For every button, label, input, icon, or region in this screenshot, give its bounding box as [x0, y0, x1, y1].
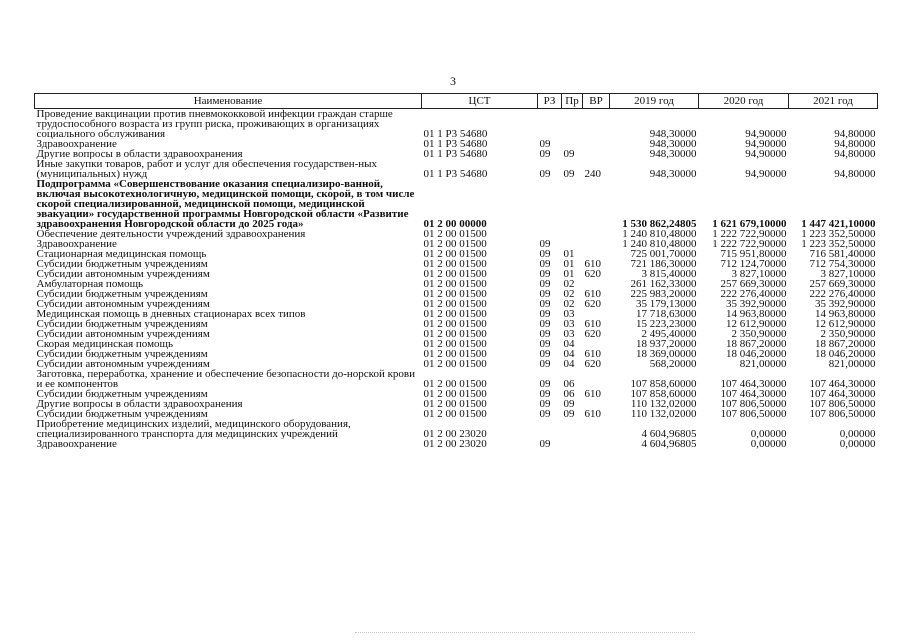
cell-vr — [583, 279, 610, 289]
cell-rz: 09 — [539, 339, 551, 349]
cell-rz: 09 — [539, 349, 551, 359]
cell-v2019: 107 858,60000 — [630, 389, 697, 399]
cell-v2021: 14 963,80000 — [815, 309, 876, 319]
cell-cst: 01 2 00 23020 — [423, 428, 487, 439]
cell-v2019: 225 983,20000 — [630, 289, 697, 299]
cell-vr: 610 — [584, 259, 601, 269]
cell-pr: 03 — [563, 319, 575, 329]
cell-v2020: 821,00000 — [739, 359, 787, 369]
cell-v2021: 712 754,30000 — [809, 259, 876, 269]
cell-rz: 09 — [539, 139, 551, 149]
cell-pr: 01 — [563, 249, 575, 259]
cell-v2019: 110 132,02000 — [630, 399, 697, 409]
cell-v2019: 948,30000 — [649, 139, 697, 149]
cell-name: Скорая медицинская помощь — [36, 339, 174, 349]
cell-pr: 09 — [563, 399, 575, 409]
cell-cst: 01 2 00 01500 — [423, 339, 487, 349]
table-row — [35, 139, 878, 149]
cell-cst: 01 2 00 01500 — [423, 389, 487, 399]
cell-v2019: 3 815,40000 — [641, 269, 697, 279]
cell-v2020: 712 124,70000 — [720, 259, 787, 269]
cell-v2021: 94,80000 — [834, 139, 876, 149]
cell-rz: 09 — [539, 168, 551, 179]
cell-vr: 610 — [584, 409, 601, 419]
cell-v2021: 1 223 352,50000 — [801, 229, 876, 239]
cell-rz — [538, 419, 562, 439]
cell-rz — [538, 109, 562, 140]
cell-v2021: 94,80000 — [834, 168, 876, 179]
table-row — [35, 439, 878, 449]
cell-v2019: 4 604,96805 — [641, 428, 697, 439]
cell-v2020: 715 951,80000 — [720, 249, 787, 259]
table-row — [35, 229, 878, 239]
cell-v2020: 2 350,90000 — [731, 329, 787, 339]
cell-cst: 01 2 00 00000 — [423, 218, 487, 229]
cell-name: Субсидии автономным учреждениям — [36, 299, 210, 309]
cell-rz: 09 — [539, 378, 551, 389]
table-row — [35, 309, 878, 319]
cell-v2020: 18 867,20000 — [726, 339, 787, 349]
cell-v2020: 94,90000 — [745, 168, 787, 179]
cell-pr — [562, 439, 583, 449]
table-row — [35, 349, 878, 359]
budget-table — [34, 93, 878, 449]
cell-name: Субсидии бюджетным учреждениям — [36, 349, 208, 359]
cell-vr: 610 — [584, 289, 601, 299]
cell-v2020: 3 827,10000 — [731, 269, 787, 279]
cell-pr: 01 — [563, 269, 575, 279]
cell-name: Медицинская помощь в дневных стационарах всех типов — [36, 309, 306, 319]
table-row — [35, 329, 878, 339]
cell-pr — [562, 229, 583, 239]
cell-v2019: 1 240 810,48000 — [622, 239, 697, 249]
table-row — [35, 419, 878, 439]
table-body — [35, 109, 878, 450]
cell-rz: 09 — [539, 289, 551, 299]
cell-vr: 620 — [584, 299, 601, 309]
cell-cst: 01 2 00 01500 — [423, 259, 487, 269]
cell-pr: 06 — [563, 389, 575, 399]
table-row — [35, 339, 878, 349]
page-number: 3 — [450, 74, 456, 88]
cell-vr: 610 — [584, 319, 601, 329]
table-row — [35, 109, 878, 140]
cell-v2020: 94,90000 — [745, 139, 787, 149]
cell-v2021: 35 392,90000 — [815, 299, 876, 309]
cell-v2019: 948,30000 — [649, 128, 697, 139]
cell-pr — [562, 179, 583, 229]
cell-vr — [583, 149, 610, 159]
cell-cst: 01 2 00 01500 — [423, 279, 487, 289]
cell-cst: 01 2 00 01500 — [423, 359, 487, 369]
cell-vr — [583, 339, 610, 349]
cell-pr: 04 — [563, 349, 575, 359]
cell-name: Другие вопросы в области здравоохранения — [36, 399, 243, 409]
table-row — [35, 359, 878, 369]
table-row — [35, 369, 878, 389]
cell-cst: 01 2 00 01500 — [423, 269, 487, 279]
cell-rz: 09 — [539, 409, 551, 419]
cell-pr: 01 — [563, 259, 575, 269]
cell-v2019: 110 132,02000 — [630, 409, 697, 419]
cell-v2019: 18 937,20000 — [636, 339, 697, 349]
cell-v2020: 1 621 679,10000 — [712, 218, 787, 229]
cell-v2021: 107 806,50000 — [809, 409, 876, 419]
header-name: Наименование — [35, 94, 422, 109]
cell-v2021: 222 276,40000 — [809, 289, 876, 299]
cell-pr: 06 — [563, 378, 575, 389]
cell-v2020: 12 612,90000 — [726, 319, 787, 329]
cell-cst: 01 2 00 01500 — [423, 319, 487, 329]
cell-v2021: 1 447 421,10000 — [801, 218, 876, 229]
cell-v2020: 107 806,50000 — [720, 409, 787, 419]
cell-cst: 01 2 00 01500 — [423, 239, 487, 249]
cell-cst: 01 1 P3 54680 — [423, 168, 488, 179]
table-row — [35, 409, 878, 419]
cell-pr: 09 — [563, 149, 575, 159]
cell-name: Стационарная медицинская помощь — [36, 249, 207, 259]
cell-vr — [583, 369, 610, 389]
cell-v2020: 14 963,80000 — [726, 309, 787, 319]
cell-v2021: 0,00000 — [839, 439, 876, 449]
cell-pr: 09 — [563, 168, 575, 179]
cell-name: Субсидии бюджетным учреждениям — [36, 319, 208, 329]
cell-v2021: 3 827,10000 — [820, 269, 876, 279]
cell-v2020: 1 222 722,90000 — [712, 229, 787, 239]
cell-v2021: 107 806,50000 — [809, 399, 876, 409]
cell-v2021: 716 581,40000 — [809, 249, 876, 259]
cell-cst: 01 2 00 01500 — [423, 349, 487, 359]
cell-v2020: 0,00000 — [750, 428, 787, 439]
cell-v2020: 94,90000 — [745, 128, 787, 139]
cell-name: Заготовка, переработка, хранение и обеспечение безопасности до-норской крови и ее компонентов — [36, 369, 416, 389]
cell-name: Субсидии автономным учреждениям — [36, 269, 210, 279]
cell-v2021: 18 046,20000 — [815, 349, 876, 359]
header-cst: ЦСТ — [422, 94, 538, 109]
cell-pr — [562, 109, 583, 140]
cell-v2021: 18 867,20000 — [815, 339, 876, 349]
cell-vr — [583, 229, 610, 239]
cell-rz: 09 — [539, 249, 551, 259]
cell-v2019: 1 240 810,48000 — [622, 229, 697, 239]
table-row — [35, 239, 878, 249]
cell-v2020: 18 046,20000 — [726, 349, 787, 359]
cell-cst: 01 1 P3 54680 — [423, 128, 488, 139]
cell-name: Субсидии автономным учреждениям — [36, 359, 210, 369]
cell-v2019: 948,30000 — [649, 168, 697, 179]
cell-vr — [583, 309, 610, 319]
header-2019: 2019 год — [610, 94, 699, 109]
cell-rz: 09 — [539, 439, 551, 449]
header-pr: Пр — [562, 94, 583, 109]
cell-cst: 01 2 00 01500 — [423, 409, 487, 419]
cell-pr: 02 — [563, 279, 575, 289]
cell-cst: 01 2 00 01500 — [423, 289, 487, 299]
cell-cst: 01 2 00 23020 — [423, 439, 487, 449]
cell-name: Другие вопросы в области здравоохранения — [36, 149, 243, 159]
cell-name: Амбулаторная помощь — [36, 279, 144, 289]
cell-vr — [583, 109, 610, 140]
cell-rz: 09 — [539, 259, 551, 269]
cell-v2021: 107 464,30000 — [809, 389, 876, 399]
cell-vr: 620 — [584, 359, 601, 369]
cell-v2021: 94,80000 — [834, 149, 876, 159]
table-row — [35, 399, 878, 409]
cell-vr: 610 — [584, 349, 601, 359]
cell-vr — [583, 179, 610, 229]
cell-v2020: 257 669,30000 — [720, 279, 787, 289]
cell-v2021: 107 464,30000 — [809, 378, 876, 389]
cell-pr: 03 — [563, 309, 575, 319]
cell-vr — [583, 239, 610, 249]
cell-v2019: 2 495,40000 — [641, 329, 697, 339]
cell-cst: 01 1 P3 54680 — [423, 139, 488, 149]
cell-name: Субсидии бюджетным учреждениям — [36, 409, 208, 419]
table-row — [35, 269, 878, 279]
cell-v2019: 15 223,23000 — [636, 319, 697, 329]
cell-name: Приобретение медицинских изделий, медицинского оборудования, специализированного транспорта для медицинских учреждений — [36, 419, 351, 439]
cell-cst: 01 1 P3 54680 — [423, 149, 488, 159]
cell-vr: 610 — [584, 389, 601, 399]
cell-pr — [562, 419, 583, 439]
table-row — [35, 299, 878, 309]
cell-name: Здравоохранение — [36, 439, 117, 449]
faded-footer-line — [355, 632, 695, 635]
cell-rz: 09 — [539, 299, 551, 309]
cell-rz: 09 — [539, 359, 551, 369]
cell-v2019: 948,30000 — [649, 149, 697, 159]
cell-rz: 09 — [539, 149, 551, 159]
cell-v2020: 107 806,50000 — [720, 399, 787, 409]
header-2021: 2021 год — [789, 94, 878, 109]
cell-pr: 04 — [563, 339, 575, 349]
cell-rz: 09 — [539, 329, 551, 339]
cell-name: Обеспечение деятельности учреждений здравоохранения — [36, 229, 306, 239]
cell-name: Подпрограмма «Совершенствование оказания специализиро-ванной, включая высокотехнологичную, медицинской помощи, скорой, в том числе скорой специализированной, медицинской помощи, медицинской эвакуации» государственной программы Новгородской области «Развитие здравоохранения Новгородской области до 2025 года» — [36, 179, 415, 229]
table-row — [35, 249, 878, 259]
cell-rz: 09 — [539, 389, 551, 399]
cell-v2019: 1 530 862,24805 — [622, 218, 697, 229]
cell-v2021: 257 669,30000 — [809, 279, 876, 289]
cell-pr — [562, 239, 583, 249]
cell-v2020: 222 276,40000 — [720, 289, 787, 299]
cell-rz: 09 — [539, 269, 551, 279]
cell-rz — [538, 179, 562, 229]
cell-name: Субсидии бюджетным учреждениям — [36, 389, 208, 399]
cell-vr — [583, 249, 610, 259]
cell-v2019: 261 162,33000 — [630, 279, 697, 289]
cell-name: Здравоохранение — [36, 239, 117, 249]
header-2020: 2020 год — [699, 94, 789, 109]
cell-v2020: 0,00000 — [750, 439, 787, 449]
cell-vr — [583, 399, 610, 409]
cell-v2019: 35 179,13000 — [636, 299, 697, 309]
table-row — [35, 149, 878, 159]
cell-vr: 620 — [584, 269, 601, 279]
table-row — [35, 259, 878, 269]
cell-name: Иные закупки товаров, работ и услуг для обеспечения государствен-ных (муниципальных) нужд — [36, 159, 378, 179]
cell-cst: 01 2 00 01500 — [423, 229, 487, 239]
cell-v2020: 94,90000 — [745, 149, 787, 159]
cell-name: Здравоохранение — [36, 139, 117, 149]
cell-rz: 09 — [539, 399, 551, 409]
cell-rz: 09 — [539, 309, 551, 319]
cell-vr — [583, 439, 610, 449]
cell-vr: 620 — [584, 329, 601, 339]
cell-rz: 09 — [539, 279, 551, 289]
cell-v2021: 0,00000 — [839, 428, 876, 439]
cell-cst: 01 2 00 01500 — [423, 299, 487, 309]
header-rz: РЗ — [538, 94, 562, 109]
cell-cst: 01 2 00 01500 — [423, 249, 487, 259]
cell-cst: 01 2 00 01500 — [423, 378, 487, 389]
table-row — [35, 319, 878, 329]
cell-cst: 01 2 00 01500 — [423, 329, 487, 339]
cell-pr: 02 — [563, 289, 575, 299]
table-row — [35, 279, 878, 289]
cell-rz: 09 — [539, 239, 551, 249]
cell-v2021: 821,00000 — [828, 359, 876, 369]
cell-name: Субсидии бюджетным учреждениям — [36, 289, 208, 299]
cell-v2019: 17 718,63000 — [636, 309, 697, 319]
table-header-row — [35, 94, 878, 109]
table-row — [35, 389, 878, 399]
table-row — [35, 289, 878, 299]
cell-cst: 01 2 00 01500 — [423, 309, 487, 319]
cell-cst: 01 2 00 01500 — [423, 399, 487, 409]
cell-v2019: 18 369,00000 — [636, 349, 697, 359]
cell-name: Субсидии автономным учреждениям — [36, 329, 210, 339]
cell-pr — [562, 139, 583, 149]
cell-vr — [583, 139, 610, 149]
cell-v2019: 107 858,60000 — [630, 378, 697, 389]
cell-v2020: 35 392,90000 — [726, 299, 787, 309]
cell-pr: 09 — [563, 409, 575, 419]
cell-v2021: 12 612,90000 — [815, 319, 876, 329]
header-vr: ВР — [583, 94, 610, 109]
cell-rz: 09 — [539, 319, 551, 329]
cell-pr: 03 — [563, 329, 575, 339]
table-row — [35, 179, 878, 229]
cell-v2020: 107 464,30000 — [720, 378, 787, 389]
cell-v2021: 2 350,90000 — [820, 329, 876, 339]
cell-rz — [538, 229, 562, 239]
cell-name: Субсидии бюджетным учреждениям — [36, 259, 208, 269]
cell-v2020: 1 222 722,90000 — [712, 239, 787, 249]
table-row — [35, 159, 878, 179]
cell-pr: 04 — [563, 359, 575, 369]
cell-v2021: 94,80000 — [834, 128, 876, 139]
cell-vr: 240 — [584, 168, 601, 179]
cell-vr — [583, 419, 610, 439]
cell-v2019: 721 186,30000 — [630, 259, 697, 269]
cell-v2019: 725 001,70000 — [630, 249, 697, 259]
cell-v2019: 568,20000 — [649, 359, 697, 369]
cell-v2019: 4 604,96805 — [641, 439, 697, 449]
cell-pr: 02 — [563, 299, 575, 309]
cell-name: Проведение вакцинации против пневмококковой инфекции граждан старше трудоспособного возраста из групп риска, проживающих в организациях социального обслуживания — [36, 108, 393, 139]
cell-v2020: 107 464,30000 — [720, 389, 787, 399]
cell-v2021: 1 223 352,50000 — [801, 239, 876, 249]
